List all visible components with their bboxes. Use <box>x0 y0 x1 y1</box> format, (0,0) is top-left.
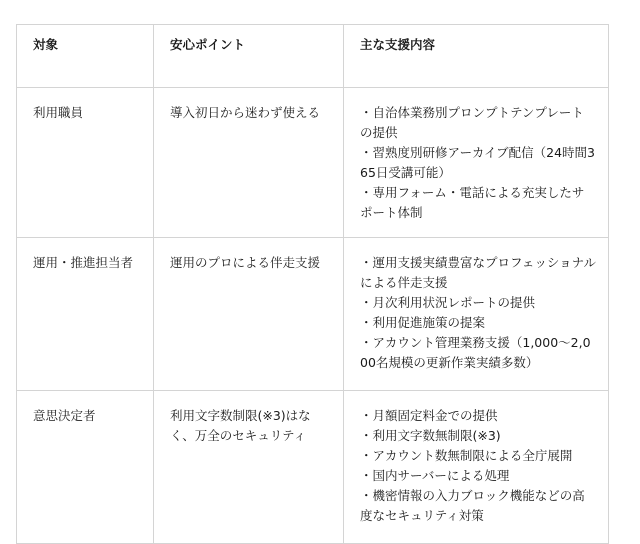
header-target: 対象 <box>17 25 154 88</box>
target-cell: 利用職員 <box>17 88 154 238</box>
target-cell: 意思決定者 <box>17 391 154 544</box>
support-item: ・アカウント数無制限による全庁展開 <box>360 448 573 463</box>
support-item: ・アカウント管理業務支援（1,000〜2,000名規模の更新作業実績多数） <box>360 335 591 370</box>
table-row <box>17 238 609 391</box>
support-item: ・専用フォーム・電話による充実したサポート体制 <box>360 185 585 220</box>
support-item: ・月額固定料金での提供 <box>360 408 498 423</box>
support-list <box>360 406 596 526</box>
header-row <box>17 25 609 88</box>
support-item: ・利用文字数無制限(※3) <box>360 428 501 443</box>
header-support: 主な支援内容 <box>344 25 609 88</box>
support-list <box>360 253 596 373</box>
point-cell: 運用のプロによる伴走支援 <box>154 238 344 391</box>
support-cell <box>344 88 609 238</box>
support-list <box>360 103 596 223</box>
table-row <box>17 88 609 238</box>
target-cell: 運用・推進担当者 <box>17 238 154 391</box>
support-item: ・月次利用状況レポートの提供 <box>360 295 536 310</box>
support-item: ・習熟度別研修アーカイブ配信（24時間365日受講可能） <box>360 145 595 180</box>
support-item: ・機密情報の入力ブロック機能などの高度なセキュリティ対策 <box>360 488 585 523</box>
support-item: ・利用促進施策の提案 <box>360 315 486 330</box>
support-table <box>16 24 609 544</box>
header-point: 安心ポイント <box>154 25 344 88</box>
support-item: ・自治体業務別プロンプトテンプレートの提供 <box>360 105 584 140</box>
support-item: ・国内サーバーによる処理 <box>360 468 510 483</box>
support-cell <box>344 238 609 391</box>
point-cell: 利用文字数制限(※3)はなく、万全のセキュリティ <box>154 391 344 544</box>
support-item: ・運用支援実績豊富なプロフェッショナルによる伴走支援 <box>360 255 597 290</box>
point-cell: 導入初日から迷わず使える <box>154 88 344 238</box>
